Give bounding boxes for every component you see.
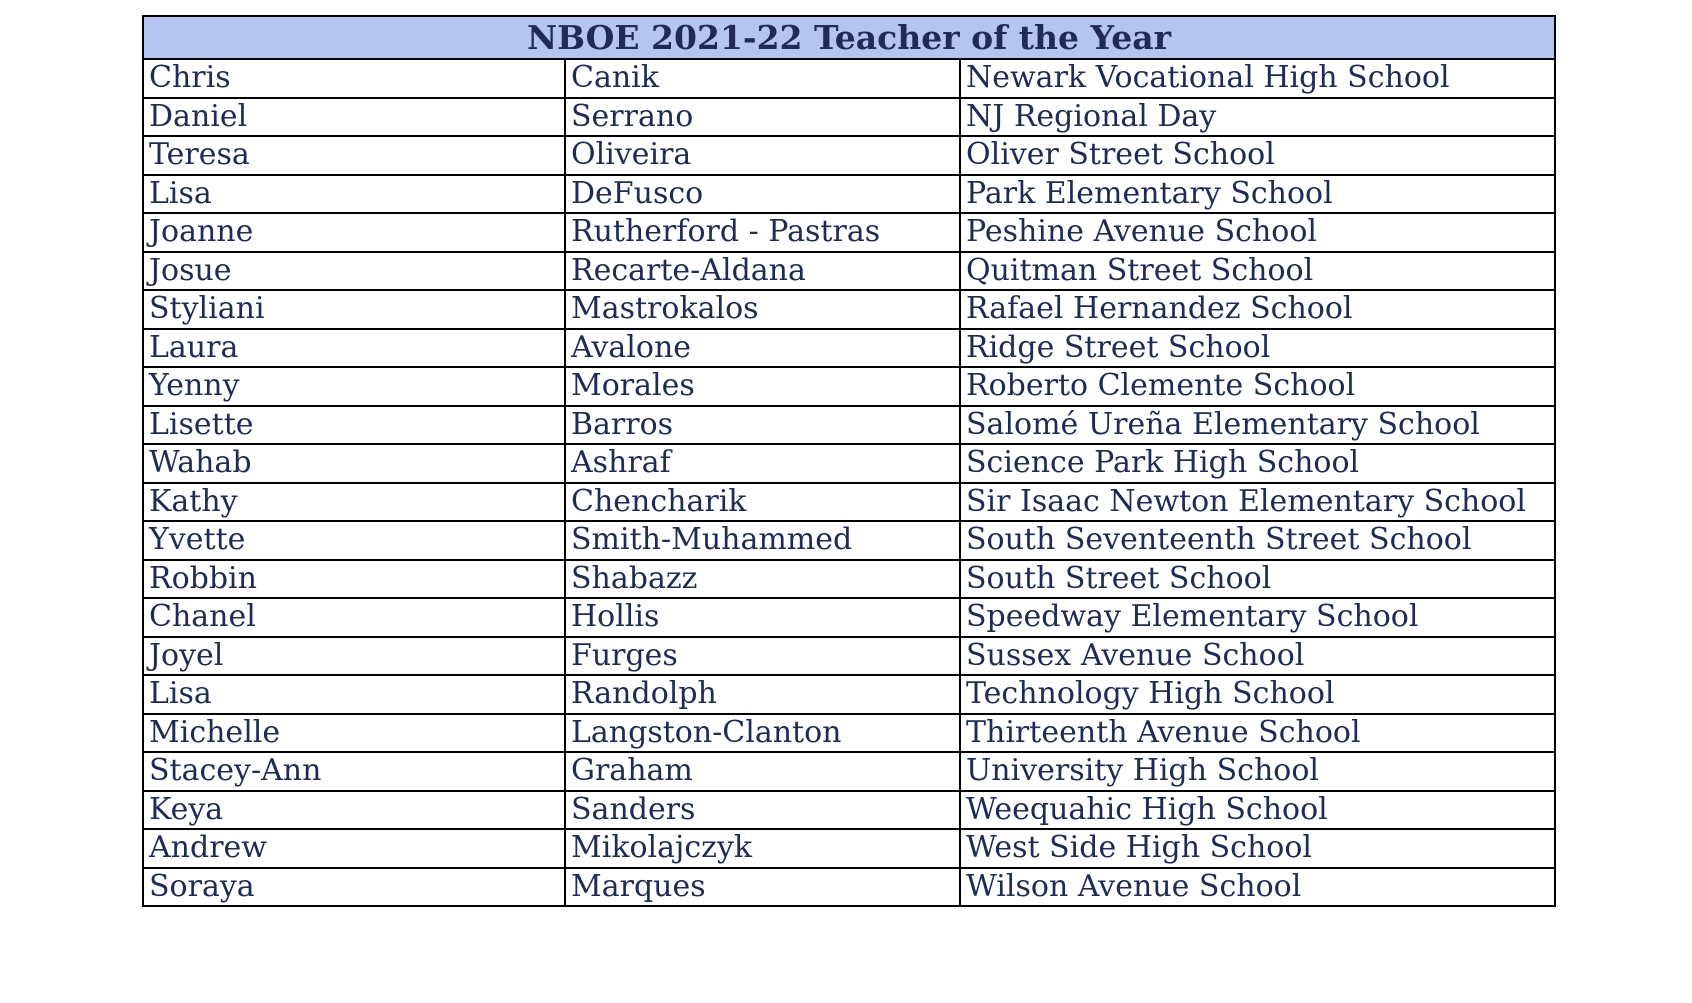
table-row	[143, 829, 1555, 868]
table-row	[143, 444, 1555, 483]
last-name-cell: Furges	[565, 637, 960, 676]
last-name-cell: Recarte-Aldana	[565, 252, 960, 291]
school-cell: Ridge Street School	[960, 329, 1555, 368]
table-row	[143, 637, 1555, 676]
school-cell: Sir Isaac Newton Elementary School	[960, 483, 1555, 522]
table-row	[143, 213, 1555, 252]
last-name-cell: Hollis	[565, 598, 960, 637]
last-name-cell: Oliveira	[565, 136, 960, 175]
first-name-cell: Chanel	[143, 598, 565, 637]
last-name-cell: Rutherford - Pastras	[565, 213, 960, 252]
first-name-cell: Daniel	[143, 98, 565, 137]
table-row	[143, 868, 1555, 907]
school-cell: Weequahic High School	[960, 791, 1555, 830]
table-row	[143, 406, 1555, 445]
first-name-cell: Yvette	[143, 521, 565, 560]
last-name-cell: Avalone	[565, 329, 960, 368]
first-name-cell: Stacey-Ann	[143, 752, 565, 791]
first-name-cell: Styliani	[143, 290, 565, 329]
first-name-cell: Wahab	[143, 444, 565, 483]
first-name-cell: Keya	[143, 791, 565, 830]
first-name-cell: Teresa	[143, 136, 565, 175]
table-row	[143, 675, 1555, 714]
school-cell: Thirteenth Avenue School	[960, 714, 1555, 753]
table-row	[143, 521, 1555, 560]
first-name-cell: Yenny	[143, 367, 565, 406]
first-name-cell: Lisa	[143, 675, 565, 714]
first-name-cell: Josue	[143, 252, 565, 291]
table-row	[143, 714, 1555, 753]
table-row	[143, 290, 1555, 329]
table-row	[143, 483, 1555, 522]
school-cell: South Street School	[960, 560, 1555, 599]
school-cell: Rafael Hernandez School	[960, 290, 1555, 329]
last-name-cell: Morales	[565, 367, 960, 406]
school-cell: University High School	[960, 752, 1555, 791]
school-cell: NJ Regional Day	[960, 98, 1555, 137]
first-name-cell: Lisa	[143, 175, 565, 214]
school-cell: Speedway Elementary School	[960, 598, 1555, 637]
school-cell: Science Park High School	[960, 444, 1555, 483]
school-cell: Technology High School	[960, 675, 1555, 714]
school-cell: Newark Vocational High School	[960, 59, 1555, 98]
first-name-cell: Laura	[143, 329, 565, 368]
last-name-cell: Mikolajczyk	[565, 829, 960, 868]
table-row	[143, 59, 1555, 98]
school-cell: Salomé Ureña Elementary School	[960, 406, 1555, 445]
last-name-cell: Smith-Muhammed	[565, 521, 960, 560]
title-row	[143, 16, 1555, 59]
table-row	[143, 175, 1555, 214]
first-name-cell: Joanne	[143, 213, 565, 252]
table-row	[143, 136, 1555, 175]
last-name-cell: Shabazz	[565, 560, 960, 599]
teacher-roster-table	[142, 15, 1556, 907]
first-name-cell: Kathy	[143, 483, 565, 522]
school-cell: South Seventeenth Street School	[960, 521, 1555, 560]
table-row	[143, 598, 1555, 637]
first-name-cell: Andrew	[143, 829, 565, 868]
first-name-cell: Robbin	[143, 560, 565, 599]
school-cell: West Side High School	[960, 829, 1555, 868]
table-row	[143, 367, 1555, 406]
roster-body	[143, 59, 1555, 906]
last-name-cell: Canik	[565, 59, 960, 98]
table-row	[143, 752, 1555, 791]
school-cell: Sussex Avenue School	[960, 637, 1555, 676]
school-cell: Oliver Street School	[960, 136, 1555, 175]
first-name-cell: Michelle	[143, 714, 565, 753]
last-name-cell: Marques	[565, 868, 960, 907]
first-name-cell: Lisette	[143, 406, 565, 445]
school-cell: Quitman Street School	[960, 252, 1555, 291]
table-row	[143, 329, 1555, 368]
school-cell: Wilson Avenue School	[960, 868, 1555, 907]
teacher-of-year-sheet	[142, 15, 1554, 907]
first-name-cell: Soraya	[143, 868, 565, 907]
school-cell: Peshine Avenue School	[960, 213, 1555, 252]
last-name-cell: Serrano	[565, 98, 960, 137]
school-cell: Roberto Clemente School	[960, 367, 1555, 406]
last-name-cell: DeFusco	[565, 175, 960, 214]
table-title: NBOE 2021-22 Teacher of the Year	[143, 16, 1555, 59]
last-name-cell: Mastrokalos	[565, 290, 960, 329]
table-row	[143, 98, 1555, 137]
first-name-cell: Joyel	[143, 637, 565, 676]
school-cell: Park Elementary School	[960, 175, 1555, 214]
last-name-cell: Randolph	[565, 675, 960, 714]
last-name-cell: Ashraf	[565, 444, 960, 483]
table-row	[143, 560, 1555, 599]
last-name-cell: Langston-Clanton	[565, 714, 960, 753]
first-name-cell: Chris	[143, 59, 565, 98]
last-name-cell: Chencharik	[565, 483, 960, 522]
table-row	[143, 791, 1555, 830]
table-row	[143, 252, 1555, 291]
last-name-cell: Graham	[565, 752, 960, 791]
last-name-cell: Sanders	[565, 791, 960, 830]
last-name-cell: Barros	[565, 406, 960, 445]
